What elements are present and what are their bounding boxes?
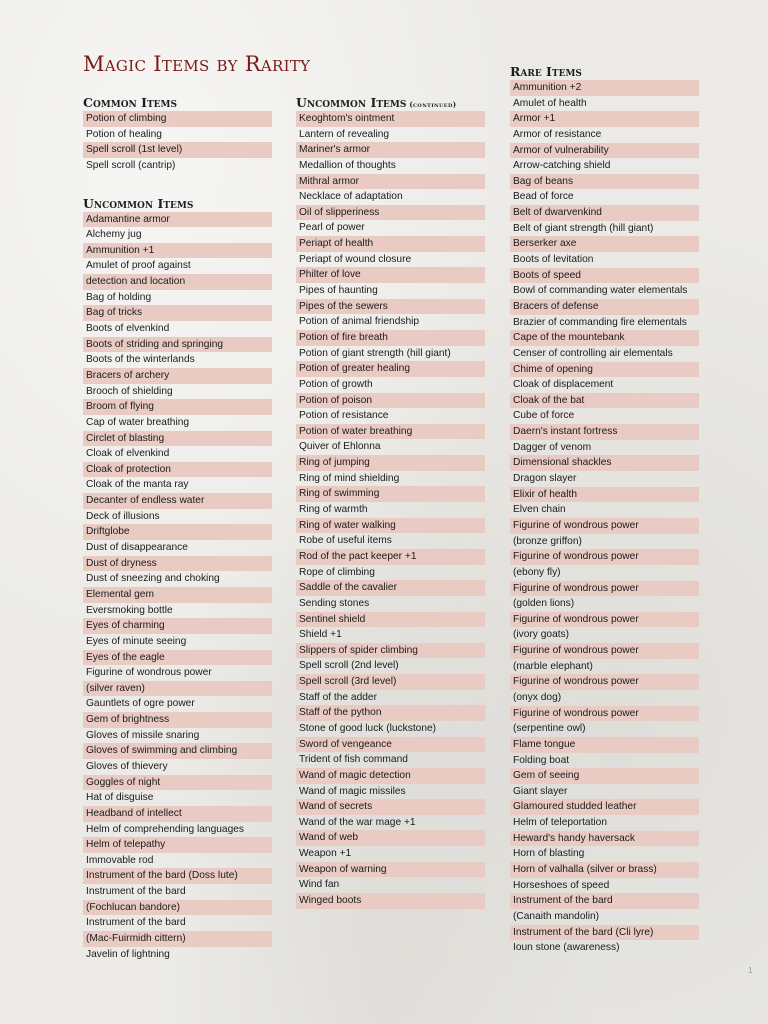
list-item: Goggles of night: [83, 775, 272, 791]
column-left: [83, 95, 272, 962]
list-item: Potion of healing: [86, 128, 162, 140]
list-item: Weapon of warning: [296, 862, 485, 878]
list-item: Necklace of adaptation: [299, 191, 403, 203]
list-item: Decanter of endless water: [83, 493, 272, 509]
list-item: Bowl of commanding water elementals: [513, 285, 688, 297]
list-item: Philter of love: [296, 267, 485, 283]
list-item: Ring of jumping: [296, 455, 485, 471]
list-item: Figurine of wondrous power: [510, 643, 699, 659]
list-item: Horn of valhalla (silver or brass): [510, 862, 699, 878]
list-item: Gloves of missile snaring: [86, 729, 200, 741]
list-item: Oil of slipperiness: [296, 205, 485, 221]
list-item: Driftglobe: [83, 524, 272, 540]
list-item: Horn of blasting: [513, 848, 585, 860]
list-item: Bracers of archery: [83, 368, 272, 384]
common-items-heading: Common Items: [83, 95, 177, 110]
list-item: Pipes of haunting: [299, 285, 378, 297]
page-number: 1: [748, 966, 753, 975]
list-item: Potion of poison: [296, 393, 485, 409]
list-item: Gloves of swimming and climbing: [83, 743, 272, 759]
list-item: Sending stones: [299, 597, 370, 609]
list-item: Cape of the mountebank: [510, 330, 699, 346]
list-item: Wand of secrets: [296, 799, 485, 815]
list-item: Figurine of wondrous power: [510, 549, 699, 565]
list-item: Dimensional shackles: [510, 455, 699, 471]
list-item: Figurine of wondrous power: [510, 674, 699, 690]
list-item: Broom of flying: [83, 399, 272, 415]
page-title: Magic Items by Rarity: [83, 52, 311, 76]
list-item: Lantern of revealing: [299, 128, 390, 140]
list-item: Wand of web: [296, 830, 485, 846]
list-item: Arrow-catching shield: [513, 160, 611, 172]
list-item: Periapt of wound closure: [299, 253, 412, 265]
list-item: Cap of water breathing: [86, 416, 190, 428]
list-item: Trident of fish command: [299, 754, 408, 766]
list-item: Instrument of the bard (Doss lute): [83, 868, 272, 884]
continued-label: (continued): [409, 100, 457, 109]
list-item: Bead of force: [513, 191, 574, 203]
list-item: Wand of magic detection: [296, 768, 485, 784]
list-item: Spell scroll (3rd level): [296, 674, 485, 690]
list-item: (bronze griffon): [513, 535, 582, 547]
list-item: Sword of vengeance: [296, 737, 485, 753]
uncommon-continued-title: Uncommon Items: [296, 95, 407, 110]
list-item: Censer of controlling air elementals: [513, 347, 673, 359]
list-item: Weapon +1: [299, 848, 352, 860]
list-item: Figurine of wondrous power: [510, 581, 699, 597]
list-item: Alchemy jug: [86, 229, 142, 241]
list-item: Eyes of the eagle: [83, 650, 272, 666]
list-item: Cloak of displacement: [513, 379, 614, 391]
list-item: Wand of the war mage +1: [299, 816, 416, 828]
list-item: detection and location: [83, 274, 272, 290]
list-item: Ammunition +2: [510, 80, 699, 96]
common-items-list: [83, 111, 272, 174]
list-item: Spell scroll (2nd level): [299, 660, 399, 672]
list-item: Eversmoking bottle: [86, 604, 173, 616]
list-item: Spell scroll (1st level): [83, 142, 272, 158]
list-item: Spell scroll (cantrip): [86, 159, 176, 171]
list-item: Belt of dwarvenkind: [510, 205, 699, 221]
list-item: Potion of resistance: [299, 410, 389, 422]
list-item: Potion of greater healing: [296, 361, 485, 377]
list-item: Figurine of wondrous power: [510, 518, 699, 534]
list-item: Potion of fire breath: [296, 330, 485, 346]
list-item: Belt of giant strength (hill giant): [513, 222, 654, 234]
list-item: Quiver of Ehlonna: [299, 441, 381, 453]
list-item: Glamoured studded leather: [510, 799, 699, 815]
list-item: Gloves of thievery: [86, 760, 168, 772]
list-item: (Canaith mandolin): [513, 910, 600, 922]
list-item: Cube of force: [513, 410, 575, 422]
list-item: Pearl of power: [299, 222, 365, 234]
rare-items-heading: Rare Items: [510, 64, 582, 79]
list-item: Slippers of spider climbing: [296, 643, 485, 659]
list-item: Pipes of the sewers: [296, 299, 485, 315]
list-item: Winged boots: [296, 893, 485, 909]
list-item: Rod of the pact keeper +1: [296, 549, 485, 565]
list-item: Bag of beans: [510, 174, 699, 190]
list-item: Berserker axe: [510, 236, 699, 252]
column-right: [510, 64, 699, 956]
list-item: Wind fan: [299, 879, 340, 891]
list-item: Gauntlets of ogre power: [86, 698, 195, 710]
list-item: Boots of elvenkind: [86, 323, 170, 335]
list-item: Eyes of minute seeing: [86, 635, 187, 647]
uncommon-items-list: [83, 212, 272, 963]
list-item: Dagger of venom: [513, 441, 592, 453]
uncommon-continued-heading: [296, 95, 485, 111]
list-item: Cloak of elvenkind: [86, 448, 170, 460]
list-item: Elixir of health: [510, 487, 699, 503]
list-item: Ammunition +1: [83, 243, 272, 259]
list-item: Javelin of lightning: [86, 948, 170, 960]
list-item: Mithral armor: [296, 174, 485, 190]
list-item: Instrument of the bard: [510, 893, 699, 909]
list-item: Helm of comprehending languages: [86, 823, 245, 835]
list-item: Potion of animal friendship: [299, 316, 420, 328]
list-item: Horseshoes of speed: [513, 879, 610, 891]
list-item: Potion of giant strength (hill giant): [299, 347, 451, 359]
list-item: Hat of disguise: [86, 792, 154, 804]
list-item: Headband of intellect: [83, 806, 272, 822]
list-item: Boots of speed: [510, 268, 699, 284]
list-item: Adamantine armor: [83, 212, 272, 228]
list-item: Stone of good luck (luckstone): [299, 722, 437, 734]
list-item: Ring of mind shielding: [299, 472, 400, 484]
uncommon-continued-list: [296, 111, 485, 909]
list-item: Instrument of the bard (Cli lyre): [510, 925, 699, 941]
list-item: Ring of swimming: [296, 486, 485, 502]
list-item: Bag of tricks: [83, 305, 272, 321]
list-item: Heward's handy haversack: [510, 831, 699, 847]
list-item: Eyes of charming: [83, 618, 272, 634]
list-item: Ring of water walking: [296, 518, 485, 534]
list-item: Keoghtom's ointment: [296, 111, 485, 127]
list-item: Amulet of health: [513, 97, 587, 109]
list-item: Instrument of the bard: [86, 886, 186, 898]
list-item: Chime of opening: [510, 362, 699, 378]
list-item: Wand of magic missiles: [299, 785, 406, 797]
list-item: Dragon slayer: [513, 473, 577, 485]
list-item: Bag of holding: [86, 291, 152, 303]
list-item: Potion of growth: [299, 378, 373, 390]
list-item: Flame tongue: [510, 737, 699, 753]
list-item: Armor of resistance: [513, 128, 602, 140]
list-item: Folding boat: [513, 754, 570, 766]
list-item: Staff of the adder: [299, 691, 377, 703]
list-item: Helm of teleportation: [513, 817, 608, 829]
list-item: Figurine of wondrous power: [510, 612, 699, 628]
rare-items-list: [510, 80, 699, 956]
list-item: Deck of illusions: [86, 510, 160, 522]
list-item: Ring of warmth: [299, 504, 368, 516]
list-item: (ivory goats): [513, 629, 570, 641]
list-item: (Fochlucan bandore): [83, 900, 272, 916]
list-item: Potion of water breathing: [296, 424, 485, 440]
list-item: (silver raven): [83, 681, 272, 697]
list-item: Immovable rod: [86, 854, 154, 866]
list-item: Potion of climbing: [83, 111, 272, 127]
list-item: (ebony fly): [513, 566, 561, 578]
list-item: (onyx dog): [513, 691, 562, 703]
list-item: Cloak of protection: [83, 462, 272, 478]
column-middle: [296, 95, 485, 909]
list-item: Sentinel shield: [296, 612, 485, 628]
list-item: Robe of useful items: [299, 535, 392, 547]
list-item: Boots of striding and springing: [83, 337, 272, 353]
list-item: Armor of vulnerability: [510, 143, 699, 159]
list-item: Ioun stone (awareness): [513, 942, 620, 954]
list-item: Mariner's armor: [296, 142, 485, 158]
list-item: Elemental gem: [83, 587, 272, 603]
list-item: Instrument of the bard: [86, 917, 186, 929]
list-item: Helm of telepathy: [83, 837, 272, 853]
list-item: Circlet of blasting: [83, 431, 272, 447]
list-item: Staff of the python: [296, 705, 485, 721]
list-item: Brooch of shielding: [86, 385, 173, 397]
list-item: (Mac-Fuirmidh cittern): [83, 931, 272, 947]
list-item: Brazier of commanding fire elementals: [513, 316, 687, 328]
list-item: Boots of levitation: [513, 254, 594, 266]
list-item: Boots of the winterlands: [86, 354, 195, 366]
list-item: Gem of brightness: [83, 712, 272, 728]
list-item: Cloak of the manta ray: [86, 479, 189, 491]
list-item: Dust of disappearance: [86, 542, 188, 554]
list-item: Bracers of defense: [510, 299, 699, 315]
list-item: Armor +1: [510, 111, 699, 127]
list-item: (golden lions): [513, 598, 575, 610]
list-item: Dust of dryness: [83, 556, 272, 572]
list-item: Elven chain: [513, 504, 566, 516]
list-item: Dust of sneezing and choking: [86, 573, 220, 585]
list-item: Medallion of thoughts: [299, 159, 396, 171]
uncommon-items-heading: Uncommon Items: [83, 195, 194, 211]
list-item: Gem of seeing: [510, 768, 699, 784]
list-item: Cloak of the bat: [510, 393, 699, 409]
list-item: (serpentine owl): [513, 723, 586, 735]
list-item: Figurine of wondrous power: [510, 706, 699, 722]
list-item: Figurine of wondrous power: [86, 667, 212, 679]
list-item: Daern's instant fortress: [510, 424, 699, 440]
list-item: Shield +1: [299, 629, 342, 641]
list-item: Rope of climbing: [299, 566, 375, 578]
list-item: Saddle of the cavalier: [296, 580, 485, 596]
list-item: Giant slayer: [513, 785, 568, 797]
list-item: Amulet of proof against: [86, 260, 191, 272]
list-item: Periapt of health: [296, 236, 485, 252]
list-item: (marble elephant): [513, 660, 593, 672]
